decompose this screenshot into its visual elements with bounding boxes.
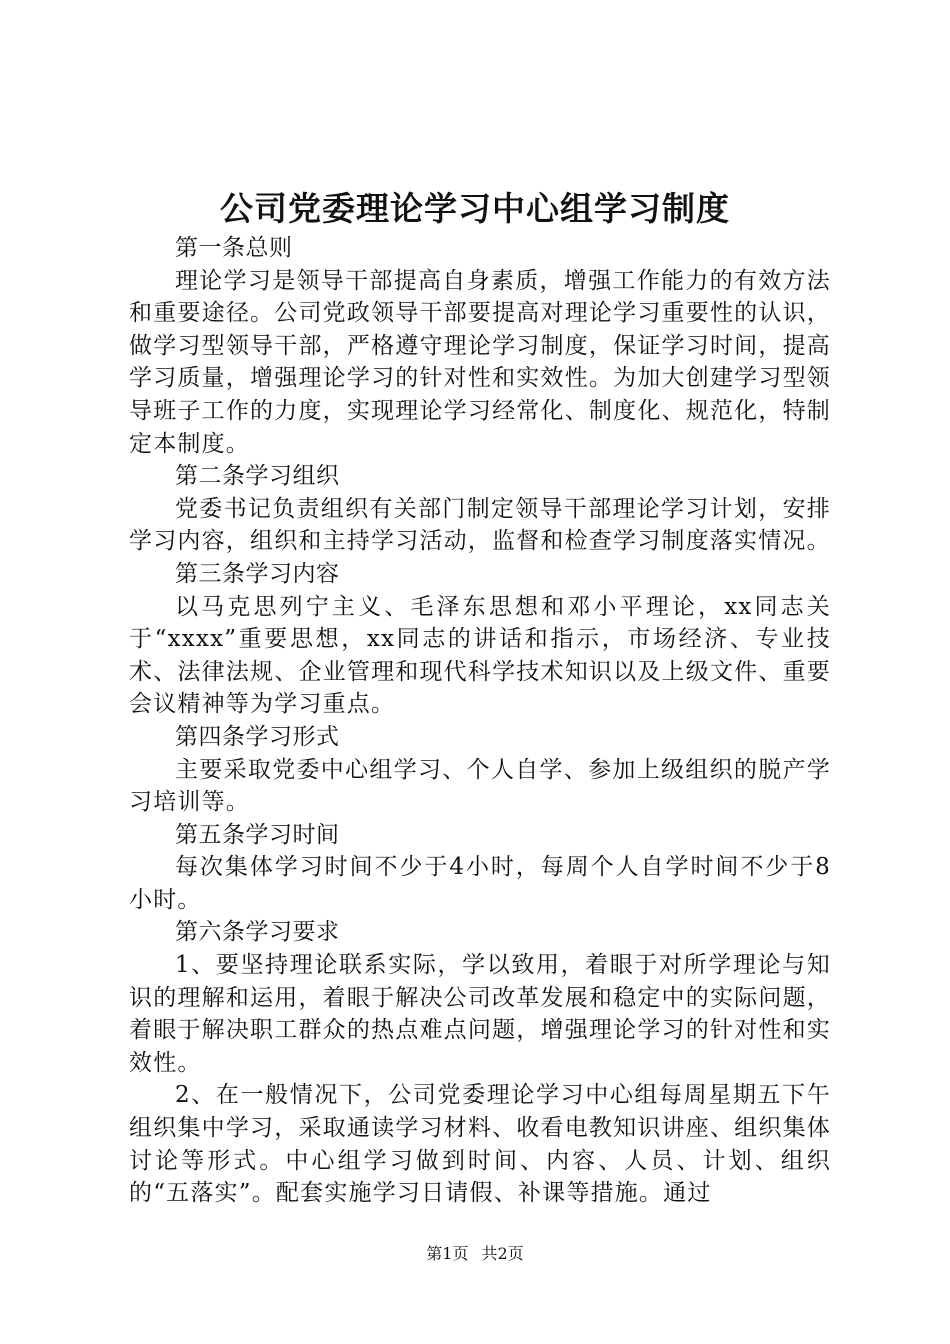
page-number-total: 共2页 bbox=[481, 1244, 524, 1263]
article-heading-4: 第四条学习形式 bbox=[175, 723, 340, 750]
article-heading-1: 第一条总则 bbox=[175, 235, 293, 261]
article-heading-2: 第二条学习组织 bbox=[175, 463, 340, 490]
article-paragraph-4: 主要采取党委中心组学习、个人自学、参加上级组织的脱产学习培训等。 bbox=[129, 756, 831, 816]
document-body bbox=[129, 232, 831, 1210]
article-paragraph-5: 每次集体学习时间不少于4小时，每周个人自学时间不少于8小时。 bbox=[129, 854, 831, 913]
article-paragraph-2: 党委书记负责组织有关部门制定领导干部理论学习计划，安排学习内容，组织和主持学习活动，监督和检查学习制度落实情况。 bbox=[129, 495, 831, 555]
article-paragraph-6-item-1: 1、要坚持理论联系实际，学以致用，着眼于对所学理论与知识的理解和运用，着眼于解决公司改革发展和稳定中的实际问题，着眼于解决职工群众的热点难点问题，增强理论学习的针对性和实效性。 bbox=[129, 952, 831, 1076]
article-paragraph-6-item-2: 2、在一般情况下，公司党委理论学习中心组每周星期五下午组织集中学习，采取通读学习材料、收看电教知识讲座、组织集体讨论等形式。中心组学习做到时间、内容、人员、计划、组织的“五落实”。配套实施学习日请假、补课等措施。通过 bbox=[129, 1082, 831, 1207]
document-title: 公司党委理论学习中心组学习制度 bbox=[220, 189, 730, 228]
article-heading-6: 第六条学习要求 bbox=[175, 919, 340, 946]
page-footer bbox=[0, 1243, 950, 1265]
article-paragraph-3: 以马克思列宁主义、毛泽东思想和邓小平理论，xx同志关于“xxxx”重要思想，xx同志的讲话和指示，市场经济、专业技术、法律法规、企业管理和现代科学技术知识以及上级文件、重要会议精神等为学习重点。 bbox=[129, 593, 831, 718]
article-paragraph-1: 理论学习是领导干部提高自身素质，增强工作能力的有效方法和重要途径。公司党政领导干部要提高对理论学习重要性的认识，做学习型领导干部，严格遵守理论学习制度，保证学习时间，提高学习质量，增强理论学习的针对性和实效性。为加大创建学习型领导班子工作的力度，实现理论学习经常化、制度化、规范化，特制定本制度。 bbox=[129, 267, 831, 457]
article-heading-5: 第五条学习时间 bbox=[175, 821, 340, 848]
article-heading-3: 第三条学习内容 bbox=[175, 560, 340, 587]
page-number-current: 第1页 bbox=[426, 1244, 469, 1263]
